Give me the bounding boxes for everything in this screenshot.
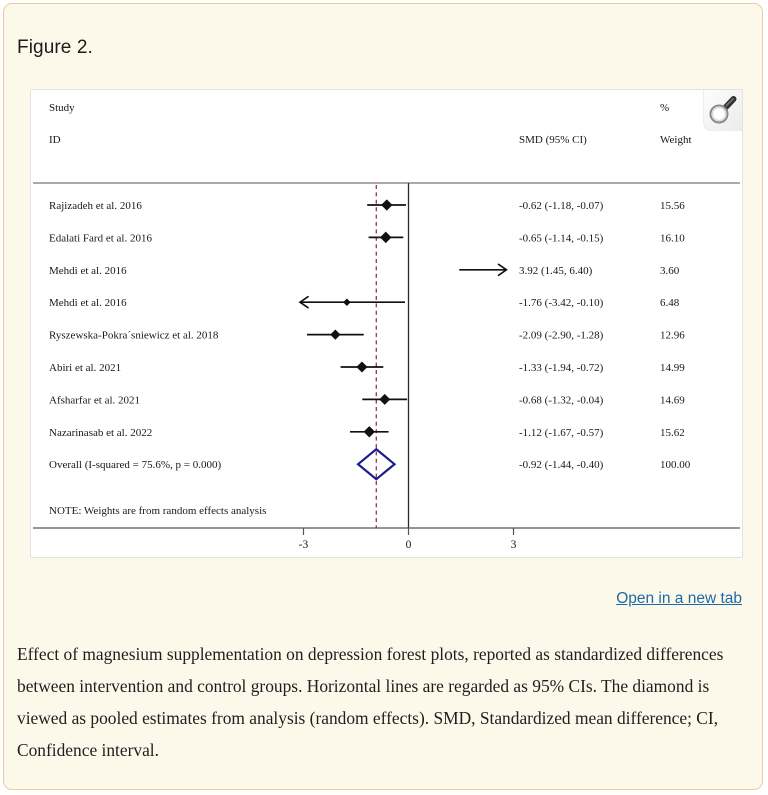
forest-plot-panel bbox=[30, 89, 743, 558]
figure-label: Figure 2. bbox=[17, 37, 93, 58]
svg-text:15.62: 15.62 bbox=[660, 426, 685, 439]
svg-text:-0.68 (-1.32, -0.04): -0.68 (-1.32, -0.04) bbox=[519, 394, 604, 407]
point-estimate-marker bbox=[381, 199, 392, 210]
svg-text:6.48: 6.48 bbox=[660, 297, 680, 310]
overall-row bbox=[49, 449, 691, 479]
point-estimate-marker bbox=[380, 232, 392, 244]
svg-text:Mehdi et al. 2016: Mehdi et al. 2016 bbox=[49, 264, 127, 277]
forest-plot-svg bbox=[31, 90, 742, 557]
content-card bbox=[3, 3, 763, 790]
svg-text:Afsharfar et al. 2021: Afsharfar et al. 2021 bbox=[49, 394, 141, 407]
svg-text:12.96: 12.96 bbox=[660, 329, 685, 342]
study-row bbox=[49, 426, 685, 439]
column-headers bbox=[49, 102, 692, 146]
study-row bbox=[49, 232, 685, 245]
svg-text:-1.76 (-3.42, -0.10): -1.76 (-3.42, -0.10) bbox=[519, 297, 604, 310]
svg-text:0: 0 bbox=[405, 539, 412, 551]
svg-text:-2.09 (-2.90, -1.28): -2.09 (-2.90, -1.28) bbox=[519, 329, 604, 342]
svg-text:Overall (I-squared = 75.6%, p: Overall (I-squared = 75.6%, p = 0.000) bbox=[49, 459, 222, 472]
svg-text:16.10: 16.10 bbox=[660, 232, 685, 245]
svg-text:Mehdi et al. 2016: Mehdi et al. 2016 bbox=[49, 297, 127, 310]
open-new-tab-link[interactable]: Open in a new tab bbox=[616, 590, 742, 607]
magnifier-glass-icon bbox=[704, 90, 742, 130]
study-row bbox=[49, 297, 680, 310]
svg-text:ID: ID bbox=[49, 134, 61, 146]
svg-text:-0.62 (-1.18, -0.07): -0.62 (-1.18, -0.07) bbox=[519, 200, 604, 212]
study-row bbox=[49, 329, 685, 341]
svg-text:14.99: 14.99 bbox=[660, 362, 685, 374]
magnifier-icon[interactable] bbox=[703, 90, 742, 131]
svg-text:-0.92 (-1.44, -0.40): -0.92 (-1.44, -0.40) bbox=[519, 459, 604, 472]
svg-text:Nazarinasab et al. 2022: Nazarinasab et al. 2022 bbox=[49, 426, 153, 439]
point-estimate-marker bbox=[379, 394, 390, 405]
point-estimate-marker bbox=[343, 298, 351, 306]
study-row bbox=[49, 264, 680, 277]
svg-text:Rajizadeh et al. 2016: Rajizadeh et al. 2016 bbox=[49, 200, 142, 212]
svg-text:100.00: 100.00 bbox=[660, 459, 691, 472]
study-row bbox=[49, 199, 685, 212]
svg-text:-1.33 (-1.94, -0.72): -1.33 (-1.94, -0.72) bbox=[519, 362, 604, 374]
point-estimate-marker bbox=[356, 361, 367, 372]
svg-text:%: % bbox=[660, 102, 670, 114]
svg-text:Edalati Fard et al. 2016: Edalati Fard et al. 2016 bbox=[49, 232, 152, 245]
svg-text:-0.65 (-1.14, -0.15): -0.65 (-1.14, -0.15) bbox=[519, 232, 604, 245]
svg-text:15.56: 15.56 bbox=[660, 200, 685, 212]
point-estimate-marker bbox=[330, 329, 340, 339]
svg-text:3: 3 bbox=[510, 539, 517, 551]
svg-text:Weight: Weight bbox=[660, 134, 692, 146]
figure-caption: Effect of magnesium supplementation on depression forest plots, reported as standardized differences between intervention and control groups. Horizontal lines are regarded as 95% CIs. The diamond is viewed as pooled estimates from analysis (random effects). SMD, Standardized mean difference; CI, Confidence interval. bbox=[17, 644, 724, 760]
axis-tick bbox=[299, 528, 309, 551]
svg-text:3.60: 3.60 bbox=[660, 264, 680, 277]
svg-text:-1.12 (-1.67, -0.57): -1.12 (-1.67, -0.57) bbox=[519, 426, 604, 439]
svg-text:3.92 (1.45, 6.40): 3.92 (1.45, 6.40) bbox=[519, 264, 593, 277]
point-estimate-marker bbox=[364, 426, 375, 437]
svg-text:Abiri et al. 2021: Abiri et al. 2021 bbox=[49, 362, 122, 374]
link-row bbox=[616, 590, 742, 608]
study-row bbox=[49, 361, 685, 374]
axis-tick bbox=[511, 528, 517, 551]
study-row bbox=[49, 394, 685, 406]
svg-text:SMD (95% CI): SMD (95% CI) bbox=[519, 134, 587, 146]
note-text: NOTE: Weights are from random effects analysis bbox=[49, 505, 267, 517]
svg-text:Ryszewska-Pokra´sniewicz et al: Ryszewska-Pokra´sniewicz et al. 2018 bbox=[49, 329, 219, 342]
axis-tick bbox=[406, 528, 412, 551]
svg-text:Study: Study bbox=[49, 102, 75, 114]
svg-text:-3: -3 bbox=[298, 539, 309, 551]
svg-text:14.69: 14.69 bbox=[660, 394, 685, 407]
